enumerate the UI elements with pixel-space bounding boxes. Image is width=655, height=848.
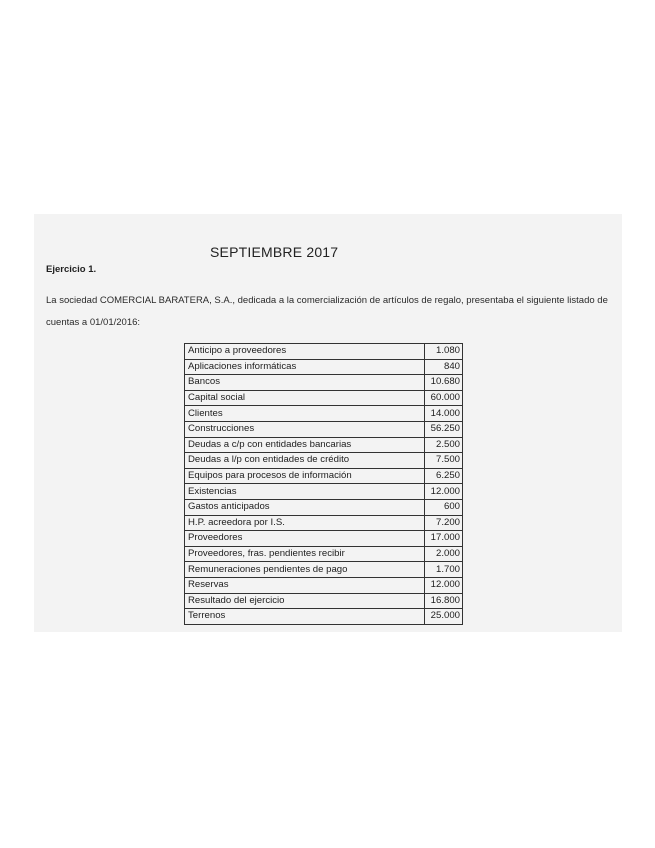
table-row: [185, 546, 463, 562]
account-amount: 600: [425, 499, 463, 515]
account-amount: 14.000: [425, 406, 463, 422]
exercise-heading: Ejercicio 1.: [46, 264, 97, 275]
table-row: [185, 531, 463, 547]
account-amount: 7.500: [425, 453, 463, 469]
account-amount: 1.700: [425, 562, 463, 578]
table-row: [185, 515, 463, 531]
account-name: Deudas a c/p con entidades bancarias: [185, 437, 425, 453]
table-row: [185, 593, 463, 609]
account-name: Proveedores: [185, 531, 425, 547]
table-row: [185, 437, 463, 453]
table-row: [185, 609, 463, 625]
accounts-table-body: [185, 344, 463, 625]
exercise-statement: La sociedad COMERCIAL BARATERA, S.A., dedicada a la comercialización de artículos de regalo, presentaba el siguiente listado de cuentas a 01/01/2016:: [46, 295, 608, 328]
account-amount: 12.000: [425, 577, 463, 593]
account-amount: 16.800: [425, 593, 463, 609]
table-row: [185, 421, 463, 437]
account-name: Remuneraciones pendientes de pago: [185, 562, 425, 578]
account-name: Clientes: [185, 406, 425, 422]
account-name: Terrenos: [185, 609, 425, 625]
table-row: [185, 484, 463, 500]
account-name: Gastos anticipados: [185, 499, 425, 515]
account-name: Resultado del ejercicio: [185, 593, 425, 609]
table-row: [185, 406, 463, 422]
table-row: [185, 390, 463, 406]
account-amount: 2.500: [425, 437, 463, 453]
table-row: [185, 468, 463, 484]
account-name: H.P. acreedora por I.S.: [185, 515, 425, 531]
table-row: [185, 375, 463, 391]
table-row: [185, 344, 463, 360]
account-name: Existencias: [185, 484, 425, 500]
account-amount: 60.000: [425, 390, 463, 406]
table-row: [185, 359, 463, 375]
account-amount: 12.000: [425, 484, 463, 500]
page-title: SEPTIEMBRE 2017: [210, 244, 339, 260]
account-name: Proveedores, fras. pendientes recibir: [185, 546, 425, 562]
account-name: Deudas a l/p con entidades de crédito: [185, 453, 425, 469]
account-amount: 7.200: [425, 515, 463, 531]
account-amount: 2.000: [425, 546, 463, 562]
account-name: Reservas: [185, 577, 425, 593]
account-amount: 10.680: [425, 375, 463, 391]
account-name: Construcciones: [185, 421, 425, 437]
account-name: Capital social: [185, 390, 425, 406]
account-amount: 56.250: [425, 421, 463, 437]
table-row: [185, 562, 463, 578]
table-row: [185, 453, 463, 469]
account-name: Anticipo a proveedores: [185, 344, 425, 360]
account-amount: 1.080: [425, 344, 463, 360]
account-amount: 25.000: [425, 609, 463, 625]
accounts-table: [184, 343, 463, 625]
account-amount: 840: [425, 359, 463, 375]
account-name: Aplicaciones informáticas: [185, 359, 425, 375]
account-amount: 17.000: [425, 531, 463, 547]
table-row: [185, 577, 463, 593]
table-row: [185, 499, 463, 515]
account-amount: 6.250: [425, 468, 463, 484]
account-name: Bancos: [185, 375, 425, 391]
account-name: Equipos para procesos de información: [185, 468, 425, 484]
